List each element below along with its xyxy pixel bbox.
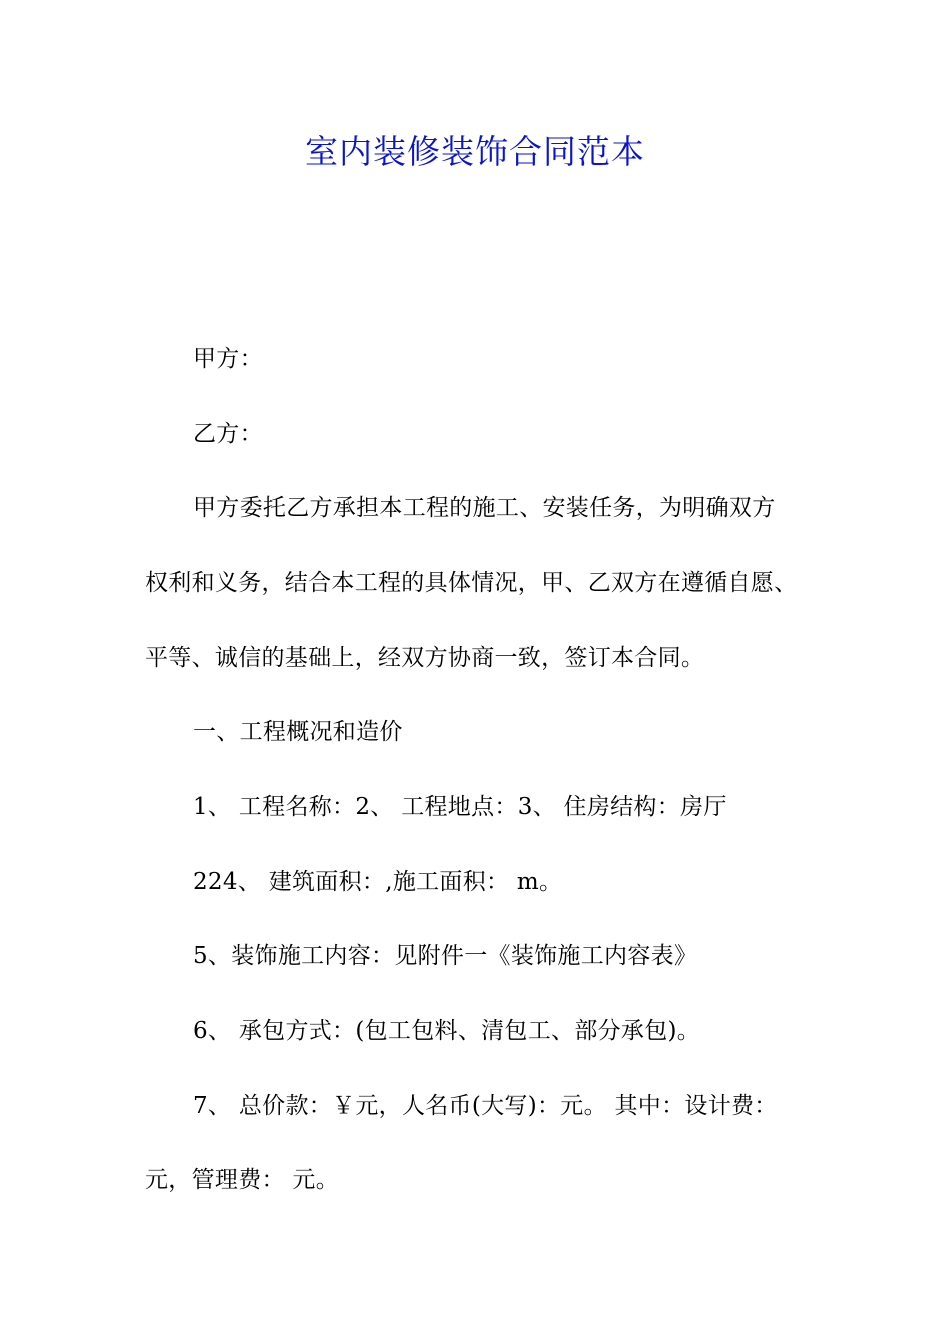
clause-line: 224、 建筑面积：,施工面积： m。 bbox=[193, 869, 563, 895]
party-b-line: 乙方： bbox=[193, 421, 263, 447]
section-heading: 一、工程概况和造价 bbox=[193, 719, 403, 745]
paragraph-line: 权利和义务，结合本工程的具体情况，甲、乙双方在遵循自愿、 bbox=[145, 570, 798, 596]
clause-line: 6、 承包方式：(包工包料、清包工、部分承包)。 bbox=[193, 1018, 701, 1044]
party-a-line: 甲方： bbox=[193, 346, 263, 372]
clause-line: 元，管理费： 元。 bbox=[145, 1167, 340, 1193]
clause-line: 1、 工程名称：2、 工程地点：3、 住房结构：房厅 bbox=[193, 794, 727, 820]
clause-line: 7、 总价款：￥元，人名币(大写)：元。 其中：设计费： bbox=[193, 1093, 778, 1119]
paragraph-line: 平等、诚信的基础上，经双方协商一致，签订本合同。 bbox=[145, 645, 705, 671]
paragraph-line: 甲方委托乙方承担本工程的施工、安装任务，为明确双方 bbox=[193, 495, 776, 521]
clause-line: 5、装饰施工内容：见附件一《装饰施工内容表》 bbox=[193, 943, 698, 969]
document-title: 室内装修装饰合同范本 bbox=[305, 132, 645, 171]
